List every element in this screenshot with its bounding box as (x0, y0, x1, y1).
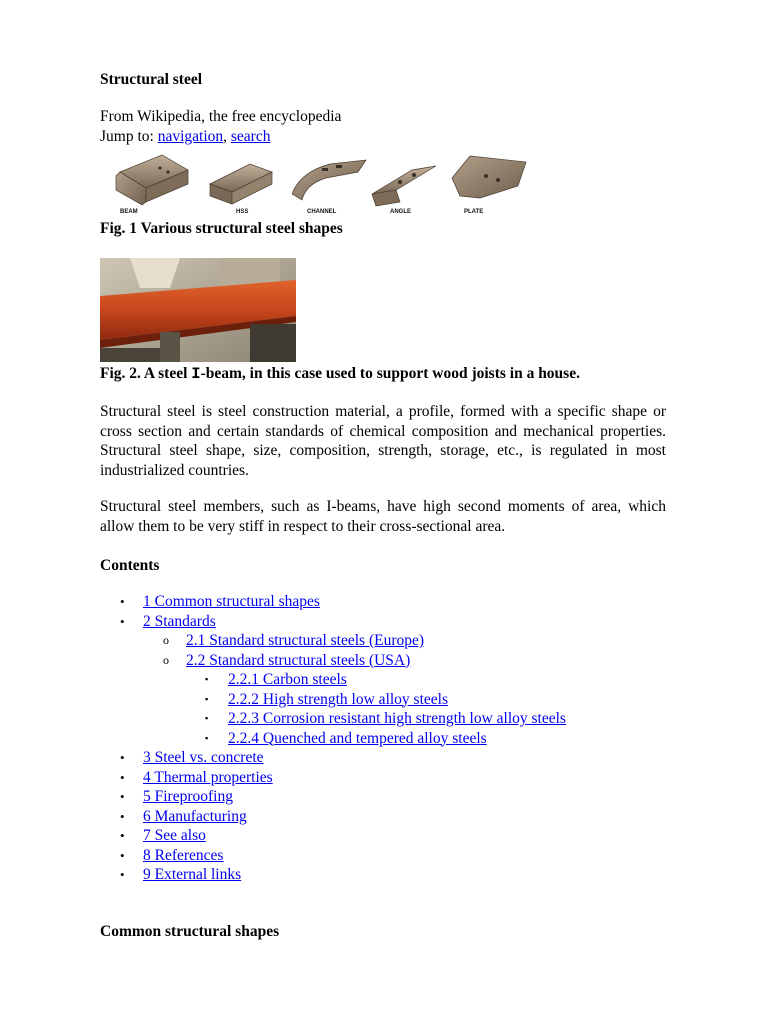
toc-bullet: • (120, 750, 125, 765)
toc-item (100, 865, 700, 885)
figure-1-caption: Fig. 1 Various structural steel shapes (100, 220, 343, 237)
toc-link[interactable]: 2.2.4 Quenched and tempered alloy steels (228, 729, 487, 747)
toc-subsubitem (100, 729, 700, 749)
table-of-contents (100, 592, 700, 885)
jump-to-line (100, 127, 270, 147)
toc-item (100, 748, 700, 768)
toc-item (100, 787, 700, 807)
channel-label: CHANNEL (307, 209, 337, 215)
intro-paragraph: Structural steel is steel construction material, a profile, formed with a specific shape or cross section and certain standards of chemical composition and mechanical properties. Structural steel shape, size, composition, strength, storage, etc., is regulated in most industrialized countries. (100, 403, 666, 479)
tagline: From Wikipedia, the free encyclopedia (100, 108, 342, 125)
toc-bullet: ▪ (205, 693, 209, 704)
figure-2-caption-end: -beam, in this case used to support wood joists in a house. (200, 365, 580, 382)
toc-item (100, 826, 700, 846)
toc-bullet: • (120, 808, 125, 824)
toc-bullet: o (163, 633, 169, 647)
toc-subitem (100, 631, 700, 651)
plate-shape-icon (452, 156, 526, 198)
angle-label: ANGLE (390, 209, 411, 215)
toc-bullet: ▪ (205, 732, 209, 743)
toc-bullet: ▪ (205, 713, 209, 723)
hss-label: HSS (236, 209, 249, 215)
toc-bullet: • (120, 613, 125, 629)
toc-bullet: • (120, 828, 125, 843)
toc-bullet: • (120, 847, 125, 863)
toc-link[interactable]: 4 Thermal properties (143, 768, 273, 786)
toc-item (100, 768, 700, 788)
toc-bullet: o (163, 652, 169, 667)
search-link[interactable]: search (230, 128, 271, 145)
beam-shape-icon (116, 155, 188, 205)
toc-link[interactable]: 9 External links (143, 866, 242, 883)
i-beam-photo (100, 258, 296, 362)
toc-link[interactable]: 6 Manufacturing (143, 807, 247, 825)
figure-2-caption-i-glyph: I (191, 365, 201, 383)
toc-bullet: • (120, 769, 125, 785)
toc-item (100, 846, 700, 866)
channel-shape-icon (292, 160, 366, 200)
second-paragraph: Structural steel members, such as I-beams, have high second moments of area, which allow them to be very stiff in respect to their cross-sectional area. (100, 498, 666, 535)
toc-item (100, 807, 700, 827)
toc-bullet: • (120, 594, 125, 609)
toc-bullet: • (120, 789, 125, 804)
toc-link[interactable]: 2.1 Standard structural steels (Europe) (186, 632, 425, 649)
toc-item (100, 612, 700, 632)
beam-label: BEAM (120, 209, 138, 215)
jump-separator: , (223, 128, 231, 145)
figure-2-caption-start: Fig. 2. A steel (100, 365, 192, 382)
toc-bullet: ▪ (205, 674, 209, 684)
jump-to-label: Jump to: (100, 128, 158, 145)
toc-link[interactable]: 5 Fireproofing (143, 788, 233, 805)
section-heading: Common structural shapes (100, 923, 280, 940)
navigation-link[interactable]: navigation (157, 128, 224, 145)
toc-link[interactable]: 2.2 Standard structural steels (USA) (186, 651, 411, 669)
plate-label: PLATE (464, 209, 484, 215)
toc-link[interactable]: 8 References (143, 846, 224, 864)
toc-subitem (100, 651, 700, 671)
toc-link[interactable]: 3 Steel vs. concrete (143, 749, 264, 766)
toc-link[interactable]: 2 Standards (143, 612, 216, 630)
angle-shape-icon (372, 166, 436, 206)
steel-shapes-figure (100, 150, 540, 218)
toc-bullet: • (120, 867, 125, 882)
contents-heading: Contents (100, 557, 160, 574)
toc-subsubitem (100, 670, 700, 690)
toc-subsubitem (100, 709, 700, 729)
toc-link[interactable]: 1 Common structural shapes (143, 593, 320, 610)
toc-link[interactable]: 2.2.2 High strength low alloy steels (228, 690, 448, 708)
toc-item (100, 592, 700, 612)
toc-link[interactable]: 7 See also (143, 827, 206, 844)
toc-link[interactable]: 2.2.1 Carbon steels (228, 671, 347, 688)
toc-subsubitem (100, 690, 700, 710)
page-title: Structural steel (100, 71, 203, 88)
figure-2-caption (100, 364, 580, 385)
hss-shape-icon (210, 164, 272, 204)
toc-link[interactable]: 2.2.3 Corrosion resistant high strength low alloy steels (228, 710, 566, 727)
